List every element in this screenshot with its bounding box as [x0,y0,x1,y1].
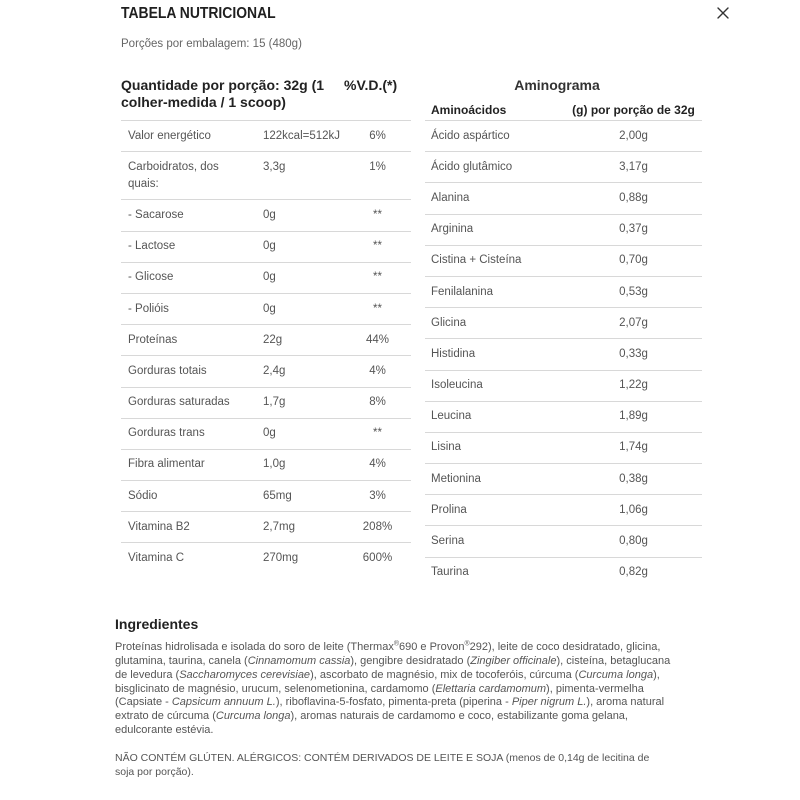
amino-acid-name: Ácido aspártico [431,129,510,142]
amino-acid-name: Glicina [431,316,467,329]
amino-acid-amount: 1,06g [619,503,648,516]
ingredients-title: Ingredientes [115,616,199,632]
nutrient-daily-value: 1% [369,160,386,173]
nutrient-daily-value: ** [373,240,382,253]
ingredient-scientific-name: Capsicum annuum L. [171,696,276,709]
nutrition-row [121,419,411,450]
nutrient-name: Fibra alimentar [128,458,205,471]
amino-row [425,464,702,495]
registered-mark: ® [393,640,399,648]
nutrition-row [121,481,411,512]
aminogram-table [425,74,702,588]
amino-acid-name: Prolina [431,503,467,516]
nutrition-row [121,152,411,200]
amino-acid-amount: 0,53g [619,285,648,298]
amino-acid-amount: 3,17g [619,160,648,173]
amino-row [425,495,702,526]
amino-acid-amount: 0,82g [619,566,648,579]
amino-acid-name: Arginina [431,223,474,236]
nutrient-daily-value: 208% [362,520,393,533]
ingredient-scientific-name: Piper nigrum L. [511,696,587,709]
aminogram-title: Aminograma [514,77,600,93]
nutrient-name: - Sacarose [128,208,184,221]
amino-acid-amount: 0,33g [619,347,648,360]
ingredient-scientific-name: Zingiber officinale [470,654,557,667]
nutrition-table [121,77,411,574]
amino-acid-name: Metionina [431,472,481,485]
amino-acid-name: Isoleucina [431,379,483,392]
amino-row [425,121,702,152]
ingredient-scientific-name: Saccharomyces cerevisiae [179,668,311,681]
ingredient-text-segment: ), gengibre desidratado ( [350,654,471,667]
nutrient-daily-value: 3% [369,489,386,502]
amino-acid-name: Taurina [431,566,469,579]
amino-acid-amount: 1,22g [619,379,648,392]
amino-acid-name: Serina [431,535,465,548]
nutrient-amount: 270mg [263,552,299,565]
aminogram-table-body [425,121,702,588]
nutrient-amount: 2,4g [263,364,286,377]
registered-mark: ® [464,640,470,648]
amino-row [425,183,702,214]
nutrition-row [121,388,411,419]
amino-acid-amount: 0,88g [619,191,648,204]
ingredient-text-segment: ), pimenta-vermelha (Capsiate - [115,682,644,709]
ingredient-text-segment: ), aroma natural extrato de cúrcuma ( [115,696,665,723]
nutrition-row [121,200,411,231]
nutrient-amount: 0g [263,208,276,221]
amino-acid-name: Lisina [431,441,462,454]
amino-acid-name: Cistina + Cisteína [431,254,522,267]
nutrition-row [121,121,411,152]
amino-row [425,246,702,277]
amino-acid-amount: 1,89g [619,410,648,423]
nutrient-amount: 0g [263,427,276,440]
ingredient-text-segment: 292), leite de coco desidratado, glicina, glutamina, taurina, canela ( [115,641,661,667]
ingredient-text-segment: ), bisglicinato de magnésio, urucum, selenometionina, cardamomo ( [115,668,660,695]
close-icon[interactable] [717,7,729,19]
nutrient-daily-value: 8% [369,396,386,409]
nutrient-amount: 65mg [263,489,292,502]
nutrient-name: Proteínas [128,333,178,346]
amino-row [425,152,702,183]
amino-row [425,526,702,557]
nutrient-name: - Lactose [128,240,176,253]
ingredient-text-segment: ), aromas naturais de cardamomo e coco, estabilizante goma gelana, edulcorante estévia. [115,710,628,737]
amino-acid-name: Ácido glutâmico [431,160,513,173]
amino-row [425,339,702,370]
amino-row [425,402,702,433]
allergens-note: NÃO CONTÉM GLÚTEN. ALÉRGICOS: CONTÉM DERIVADOS DE LEITE E SOJA (menos de 0,14g de lecitina de soja por porção). [115,752,650,778]
nutrition-row [121,512,411,543]
amino-acid-name: Alanina [431,191,470,204]
close-button[interactable] [714,4,731,21]
ingredient-scientific-name: Curcuma longa [578,668,654,681]
nutrition-row [121,263,411,294]
nutrient-name: Vitamina C [128,552,185,565]
amino-row [425,558,702,588]
nutrient-daily-value: 6% [369,129,386,142]
amino-acid-name: Histidina [431,347,476,360]
amino-row [425,371,702,402]
ingredient-text-segment: Proteínas hidrolisada e isolada do soro de leite (Thermax [115,641,394,653]
amino-acid-name: Fenilalanina [431,285,494,298]
ingredients-text [115,641,675,738]
nutrient-daily-value: ** [373,208,382,221]
nutrient-amount: 0g [263,271,276,284]
nutrition-row [121,232,411,263]
modal-title: TABELA NUTRICIONAL [121,5,276,22]
nutrient-daily-value: ** [373,302,382,315]
ingredient-text-segment: ), ascorbato de magnésio, mix de tocoferóis, cúrcuma ( [310,668,579,681]
ingredient-scientific-name: Cinnamomum cassia [247,654,351,667]
amino-acid-amount: 0,37g [619,223,648,236]
ingredient-text-segment: ), cisteína, betaglucana de levedura ( [115,654,671,681]
nutrition-row [121,356,411,387]
nutrition-row [121,450,411,481]
ingredient-scientific-name: Elettaria cardamomum [435,682,547,695]
nutrition-table-body [121,121,411,574]
aminogram-table-header [425,96,702,121]
nutrient-amount: 1,0g [263,458,286,471]
nutrition-row [121,325,411,356]
nutrient-name: - Polióis [128,302,169,315]
amino-acid-amount: 0,38g [619,472,648,485]
amino-acid-amount: 0,80g [619,535,648,548]
nutrient-name: Gorduras saturadas [128,396,230,409]
ingredient-text-segment: ), riboflavina-5-fosfato, pimenta-preta (piperina - [275,696,512,709]
amino-row [425,277,702,308]
nutrient-name: Gorduras totais [128,364,207,377]
amino-amount-column-header: (g) por porção de 32g [572,103,695,117]
servings-per-package: Porções por embalagem: 15 (480g) [121,38,302,50]
nutrient-name: Carboidratos, dos quais: [128,160,219,190]
amino-acid-amount: 0,70g [619,254,648,267]
amino-acid-column-header: Aminoácidos [431,103,507,117]
nutrient-amount: 1,7g [263,396,286,409]
nutrition-row [121,294,411,325]
nutrient-daily-value: ** [373,427,382,440]
ingredient-scientific-name: Curcuma longa [215,710,291,723]
amino-acid-name: Leucina [431,410,472,423]
nutrient-daily-value: 4% [369,364,386,377]
nutrient-amount: 3,3g [263,160,286,173]
nutrient-daily-value: 4% [369,458,386,471]
amino-row [425,433,702,464]
nutrition-row [121,543,411,573]
serving-size-header: Quantidade por porção: 32g (1 colher-medida / 1 scoop) [121,77,325,110]
nutrient-amount: 2,7mg [263,520,295,533]
ingredient-text-segment: 690 e Provon [399,641,465,653]
nutrient-name: Valor energético [128,129,211,142]
nutrient-amount: 0g [263,240,276,253]
nutrient-name: Sódio [128,489,158,502]
nutrient-name: - Glicose [128,271,174,284]
amino-acid-amount: 2,07g [619,316,648,329]
nutrient-daily-value: 600% [362,552,393,565]
nutrient-daily-value: ** [373,271,382,284]
daily-value-header: %V.D.(*) [344,77,398,93]
nutrient-amount: 122kcal=512kJ [263,129,341,142]
nutrient-name: Vitamina B2 [128,520,190,533]
amino-acid-amount: 2,00g [619,129,648,142]
nutrient-amount: 22g [263,333,283,346]
nutrition-table-header [121,77,411,121]
amino-acid-amount: 1,74g [619,441,648,454]
nutrient-daily-value: 44% [365,333,390,346]
amino-row [425,215,702,246]
nutrient-amount: 0g [263,302,276,315]
amino-row [425,308,702,339]
nutrient-name: Gorduras trans [128,427,205,440]
